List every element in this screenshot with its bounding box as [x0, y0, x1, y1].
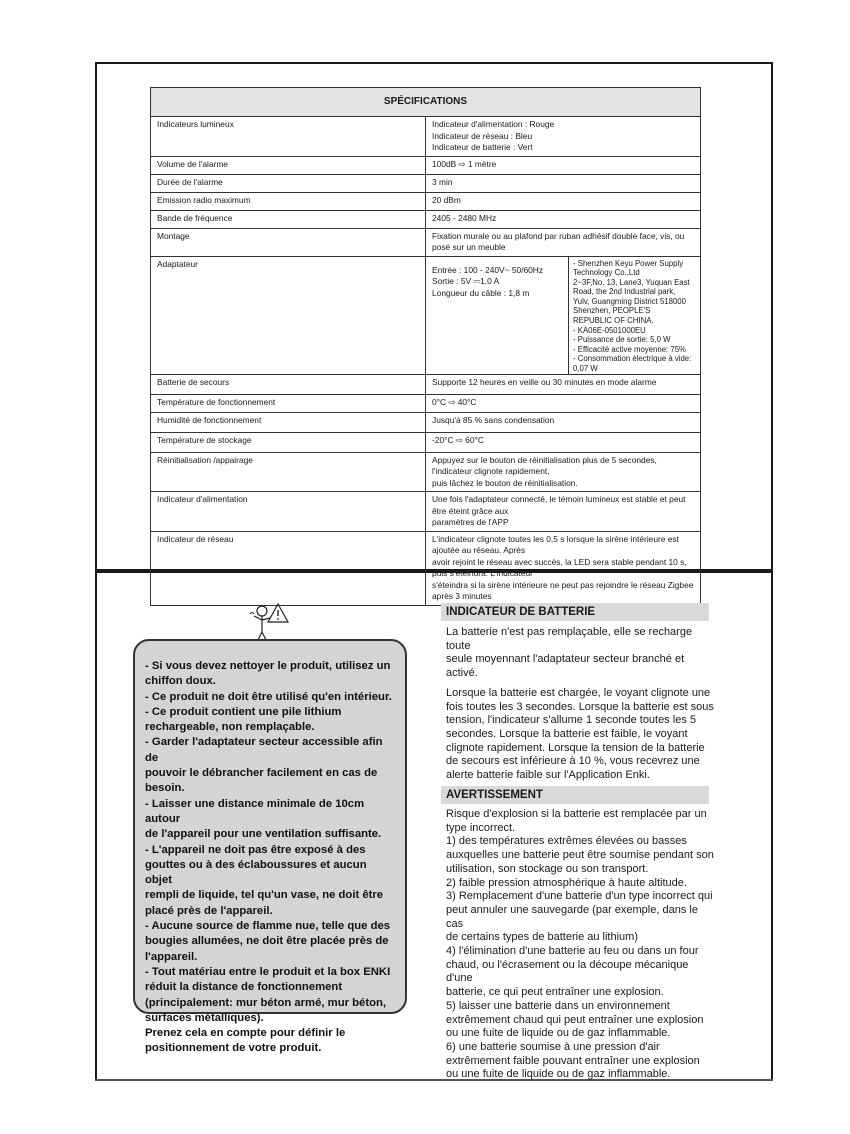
spec-value [426, 256, 701, 374]
spec-label: Température de stockage [151, 432, 426, 452]
spec-label: Indicateurs lumineux [151, 117, 426, 157]
battery-line: Lorsque la batterie est chargée, le voyant clignote une [446, 686, 711, 699]
spec-label: Température de fonctionnement [151, 394, 426, 412]
spec-value [426, 492, 701, 532]
adapter-wrap [432, 259, 700, 372]
spec-label: Volume de l'alarme [151, 156, 426, 174]
safety-warning-line: de l'appareil pour une ventilation suffisante. [145, 828, 382, 841]
spec-value [426, 210, 701, 228]
warning-person-icon [246, 602, 290, 642]
safety-warning-line: - L'appareil ne doit pas être exposé à des [145, 843, 366, 856]
adapter-specs [432, 259, 568, 372]
spec-value-line: paramètres de l'APP [432, 517, 509, 528]
warning-line: ou une fuite de liquide ou de gaz inflammable. [446, 1068, 671, 1081]
safety-warning-line: gouttes ou à des éclaboussures et aucun objet [145, 858, 367, 887]
safety-warning-line: - Tout matériau entre le produit et la box ENKI [145, 965, 391, 978]
warning-line: 2) faible pression atmosphérique à haute altitude. [446, 876, 687, 889]
warning-line: type incorrect. [446, 821, 516, 834]
spec-value-line: s'éteindra si la sirène intérieure ne peut pas rejoindre le réseau Zigbee après 3 minutes [432, 579, 694, 602]
safety-warning-line: - Si vous devez nettoyer le produit, utilisez un [145, 660, 391, 672]
safety-warning-line: - Ce produit contient une pile lithium [145, 705, 342, 718]
spec-label: Réinitialisation /appairage [151, 452, 426, 492]
battery-line: de secours est inférieure à 10 %, vous recevrez une [446, 755, 700, 768]
battery-para-2 [446, 687, 714, 783]
safety-warning-line: - Aucune source de flamme nue, telle que des [145, 920, 391, 933]
spec-value-line: Indicateur d'alimentation : Rouge [432, 119, 555, 129]
warning-line: auxquelles une batterie peut être soumise pendant son [446, 849, 714, 862]
warning-line: 4) l'élimination d'une batterie au feu ou dans un four [446, 945, 699, 958]
spec-label: Indicateur d'alimentation [151, 492, 426, 532]
spec-value [426, 156, 701, 174]
warning-line: peut annuler une sauvegarde (par exemple, dans le cas [446, 903, 698, 930]
spec-value-line: Fixation murale ou au plafond par ruban adhésif double face, vis, ou posé sur un meuble [432, 230, 685, 252]
spec-body [151, 117, 701, 606]
spec-value-line: 3 min [432, 176, 453, 187]
spec-value-line: Indicateur de réseau : Bleu [432, 130, 533, 141]
safety-warning-box [133, 639, 407, 1055]
warning-heading: AVERTISSEMENT [441, 786, 709, 804]
warning-line: 6) une batterie soumise à une pression d'air [446, 1040, 660, 1053]
adapter-manufacturer-line: Yulv, Guangming District 518000 Shenzhen, PEOPLE'S [573, 296, 686, 316]
safety-warning-line: placé près de l'appareil. [145, 904, 273, 917]
adapter-spec-line: Longueur du câble : 1,8 m [432, 287, 530, 298]
adapter-spec-line: Entrée : 100 - 240V~ 50/60Hz [432, 264, 544, 275]
spec-value-line: -20°C ⇨ 60°C [432, 434, 484, 445]
warning-text [446, 808, 714, 1082]
spec-value-line: 0°C ⇨ 40°C [432, 396, 477, 407]
spec-row [151, 156, 701, 174]
spec-value [426, 192, 701, 210]
warning-line: 3) Remplacement d'une batterie d'un type incorrect qui [446, 890, 713, 903]
warning-line: ou une fuite de liquide ou de gaz inflammable. [446, 1027, 671, 1040]
spec-value [426, 432, 701, 452]
spec-value-line: Appuyez sur le bouton de réinitialisation plus de 5 secondes, l'indicateur clignote rapidement, [432, 454, 657, 477]
spec-row [151, 412, 701, 432]
warning-line: extrêmement chaud qui peut entraîner une explosion [446, 1013, 704, 1026]
spec-value [426, 412, 701, 432]
safety-warning-line: rechargeable, non remplaçable. [145, 721, 315, 734]
spec-label: Bande de fréquence [151, 210, 426, 228]
spec-value-line: L'indicateur clignote toutes les 0,5 s lorsque la sirène intérieure est ajoutée au réseau. Après [432, 533, 679, 556]
adapter-manufacturer [568, 257, 700, 374]
adapter-manufacturer-line: - Puissance de sortie: 5,0 W [573, 335, 671, 345]
spec-value-line: 100dB ⇨ 1 mètre [432, 158, 497, 169]
safety-warning-line: - Laisser une distance minimale de 10cm autour [145, 797, 365, 825]
warning-line: batterie, ce qui peut entraîner une explosion. [446, 986, 664, 999]
spec-label: Emission radio maximum [151, 192, 426, 210]
spec-row [151, 174, 701, 192]
safety-warning-line: Prenez cela en compte pour définir le [145, 1027, 346, 1040]
battery-para-1 [446, 626, 714, 681]
spec-label: Adaptateur [151, 256, 426, 374]
spec-value-line: Jusqu'à 85 % sans condensation [432, 414, 555, 425]
spec-value-line: avoir rejoint le réseau avec succès, la LED sera stable pendant 10 s, puis s'éteindra. L'indicateur [432, 556, 687, 579]
safety-warning-line: réduit la distance de fonctionnement [145, 981, 343, 994]
warning-line: utilisation, son stockage ou son transport. [446, 862, 649, 875]
spec-value-line: Supporte 12 heures en veille ou 30 minutes en mode alarme [432, 376, 657, 387]
safety-warning-line: l'appareil. [145, 950, 198, 963]
adapter-manufacturer-line: 2~3F,No. 13, Lane3, Yuquan East Road, the 2nd Industrial park, [573, 277, 690, 297]
spec-row [151, 374, 701, 394]
warning-line: 5) laisser une batterie dans un environnement [446, 999, 670, 1012]
battery-line: secondes. Lorsque la batterie est faible, le voyant [446, 727, 688, 740]
spec-row [151, 192, 701, 210]
spec-title: SPÉCIFICATIONS [151, 88, 701, 117]
warning-line: extrêmement faible pouvant entraîner une explosion [446, 1054, 700, 1067]
spec-value [426, 117, 701, 157]
safety-warning-line: pouvoir le débrancher facilement en cas de [145, 767, 378, 780]
spec-label: Indicateur de réseau [151, 531, 426, 605]
spec-row [151, 452, 701, 492]
safety-warning-line: rempli de liquide, tel qu'un vase, ne doit être [145, 889, 384, 902]
safety-warning-line: (principalement: mur béton armé, mur béton, [145, 996, 387, 1009]
spec-value-line: Indicateur de batterie : Vert [432, 142, 533, 152]
spec-value [426, 374, 701, 394]
warning-line: de certains types de batterie au lithium) [446, 931, 638, 944]
safety-warning-line: bougies allumées, ne doit être placée près de [145, 935, 389, 948]
spec-row [151, 394, 701, 412]
battery-line: alerte batterie faible sur l'Application Enki. [446, 769, 650, 782]
battery-line: La batterie n'est pas remplaçable, elle se recharge toute [446, 626, 693, 652]
spec-value [426, 531, 701, 605]
spec-label: Durée de l'alarme [151, 174, 426, 192]
spec-value [426, 394, 701, 412]
safety-warning-line: besoin. [145, 782, 185, 795]
spec-row [151, 117, 701, 157]
warning-line: 1) des températures extrêmes élevées ou basses [446, 835, 687, 848]
spec-value-line: puis lâchez le bouton de réinitialisation. [432, 477, 578, 488]
battery-text [446, 626, 714, 789]
adapter-manufacturer-line: REPUBLIC OF CHINA. [573, 316, 654, 326]
battery-line: seule moyennant l'adaptateur secteur branché et activé. [446, 653, 685, 680]
adapter-manufacturer-line: - Consommation électrique à vide: 0,07 W [573, 354, 692, 374]
spec-value [426, 452, 701, 492]
spec-row [151, 228, 701, 256]
safety-warning-line: - Garder l'adaptateur secteur accessible afin de [145, 736, 383, 764]
warning-lines [446, 808, 714, 1082]
adapter-manufacturer-line: - Efficacité active moyenne: 75% [573, 344, 686, 354]
spec-value [426, 174, 701, 192]
spec-row [151, 492, 701, 532]
safety-warning-line: surfaces métalliques). [145, 1011, 264, 1024]
spec-table [150, 87, 701, 606]
spec-row [151, 210, 701, 228]
warning-line: chaud, ou l'écrasement ou la découpe mécanique d'une [446, 958, 689, 985]
warning-line: Risque d'explosion si la batterie est remplacée par un [446, 808, 707, 820]
adapter-manufacturer-line: - KA06E-0501000EU [573, 325, 646, 335]
spec-value [426, 228, 701, 256]
spec-label: Montage [151, 228, 426, 256]
spec-value-line: Une fois l'adaptateur connecté, le témoin lumineux est stable et peut être éteint grâce aux [432, 494, 686, 516]
spec-label: Humidité de fonctionnement [151, 412, 426, 432]
spec-row-adapter [151, 256, 701, 374]
battery-line: tension, l'indicateur s'allume 1 seconde toutes les 5 [446, 714, 697, 727]
spec-value-line: 2405 - 2480 MHz [432, 212, 497, 223]
safety-warning-line: positionnement de votre produit. [145, 1042, 322, 1055]
safety-warning-line: chiffon doux. [145, 675, 216, 688]
spec-row [151, 531, 701, 605]
spec-value-line: 20 dBm [432, 194, 461, 205]
adapter-manufacturer-line: - Shenzhen Keyu Power Supply Technology Co.,Ltd [573, 258, 684, 278]
spec-row [151, 432, 701, 452]
safety-warning-line: - Ce produit ne doit être utilisé qu'en intérieur. [145, 690, 392, 703]
battery-heading: INDICATEUR DE BATTERIE [441, 603, 709, 621]
battery-line: fois toutes les 3 secondes. Lorsque la batterie est sous [446, 700, 714, 713]
spec-label: Batterie de secours [151, 374, 426, 394]
adapter-spec-line: Sortie : 5V ⎓1,0 A [432, 276, 500, 286]
battery-line: clignote rapidement. Lorsque la tension de la batterie [446, 741, 705, 754]
